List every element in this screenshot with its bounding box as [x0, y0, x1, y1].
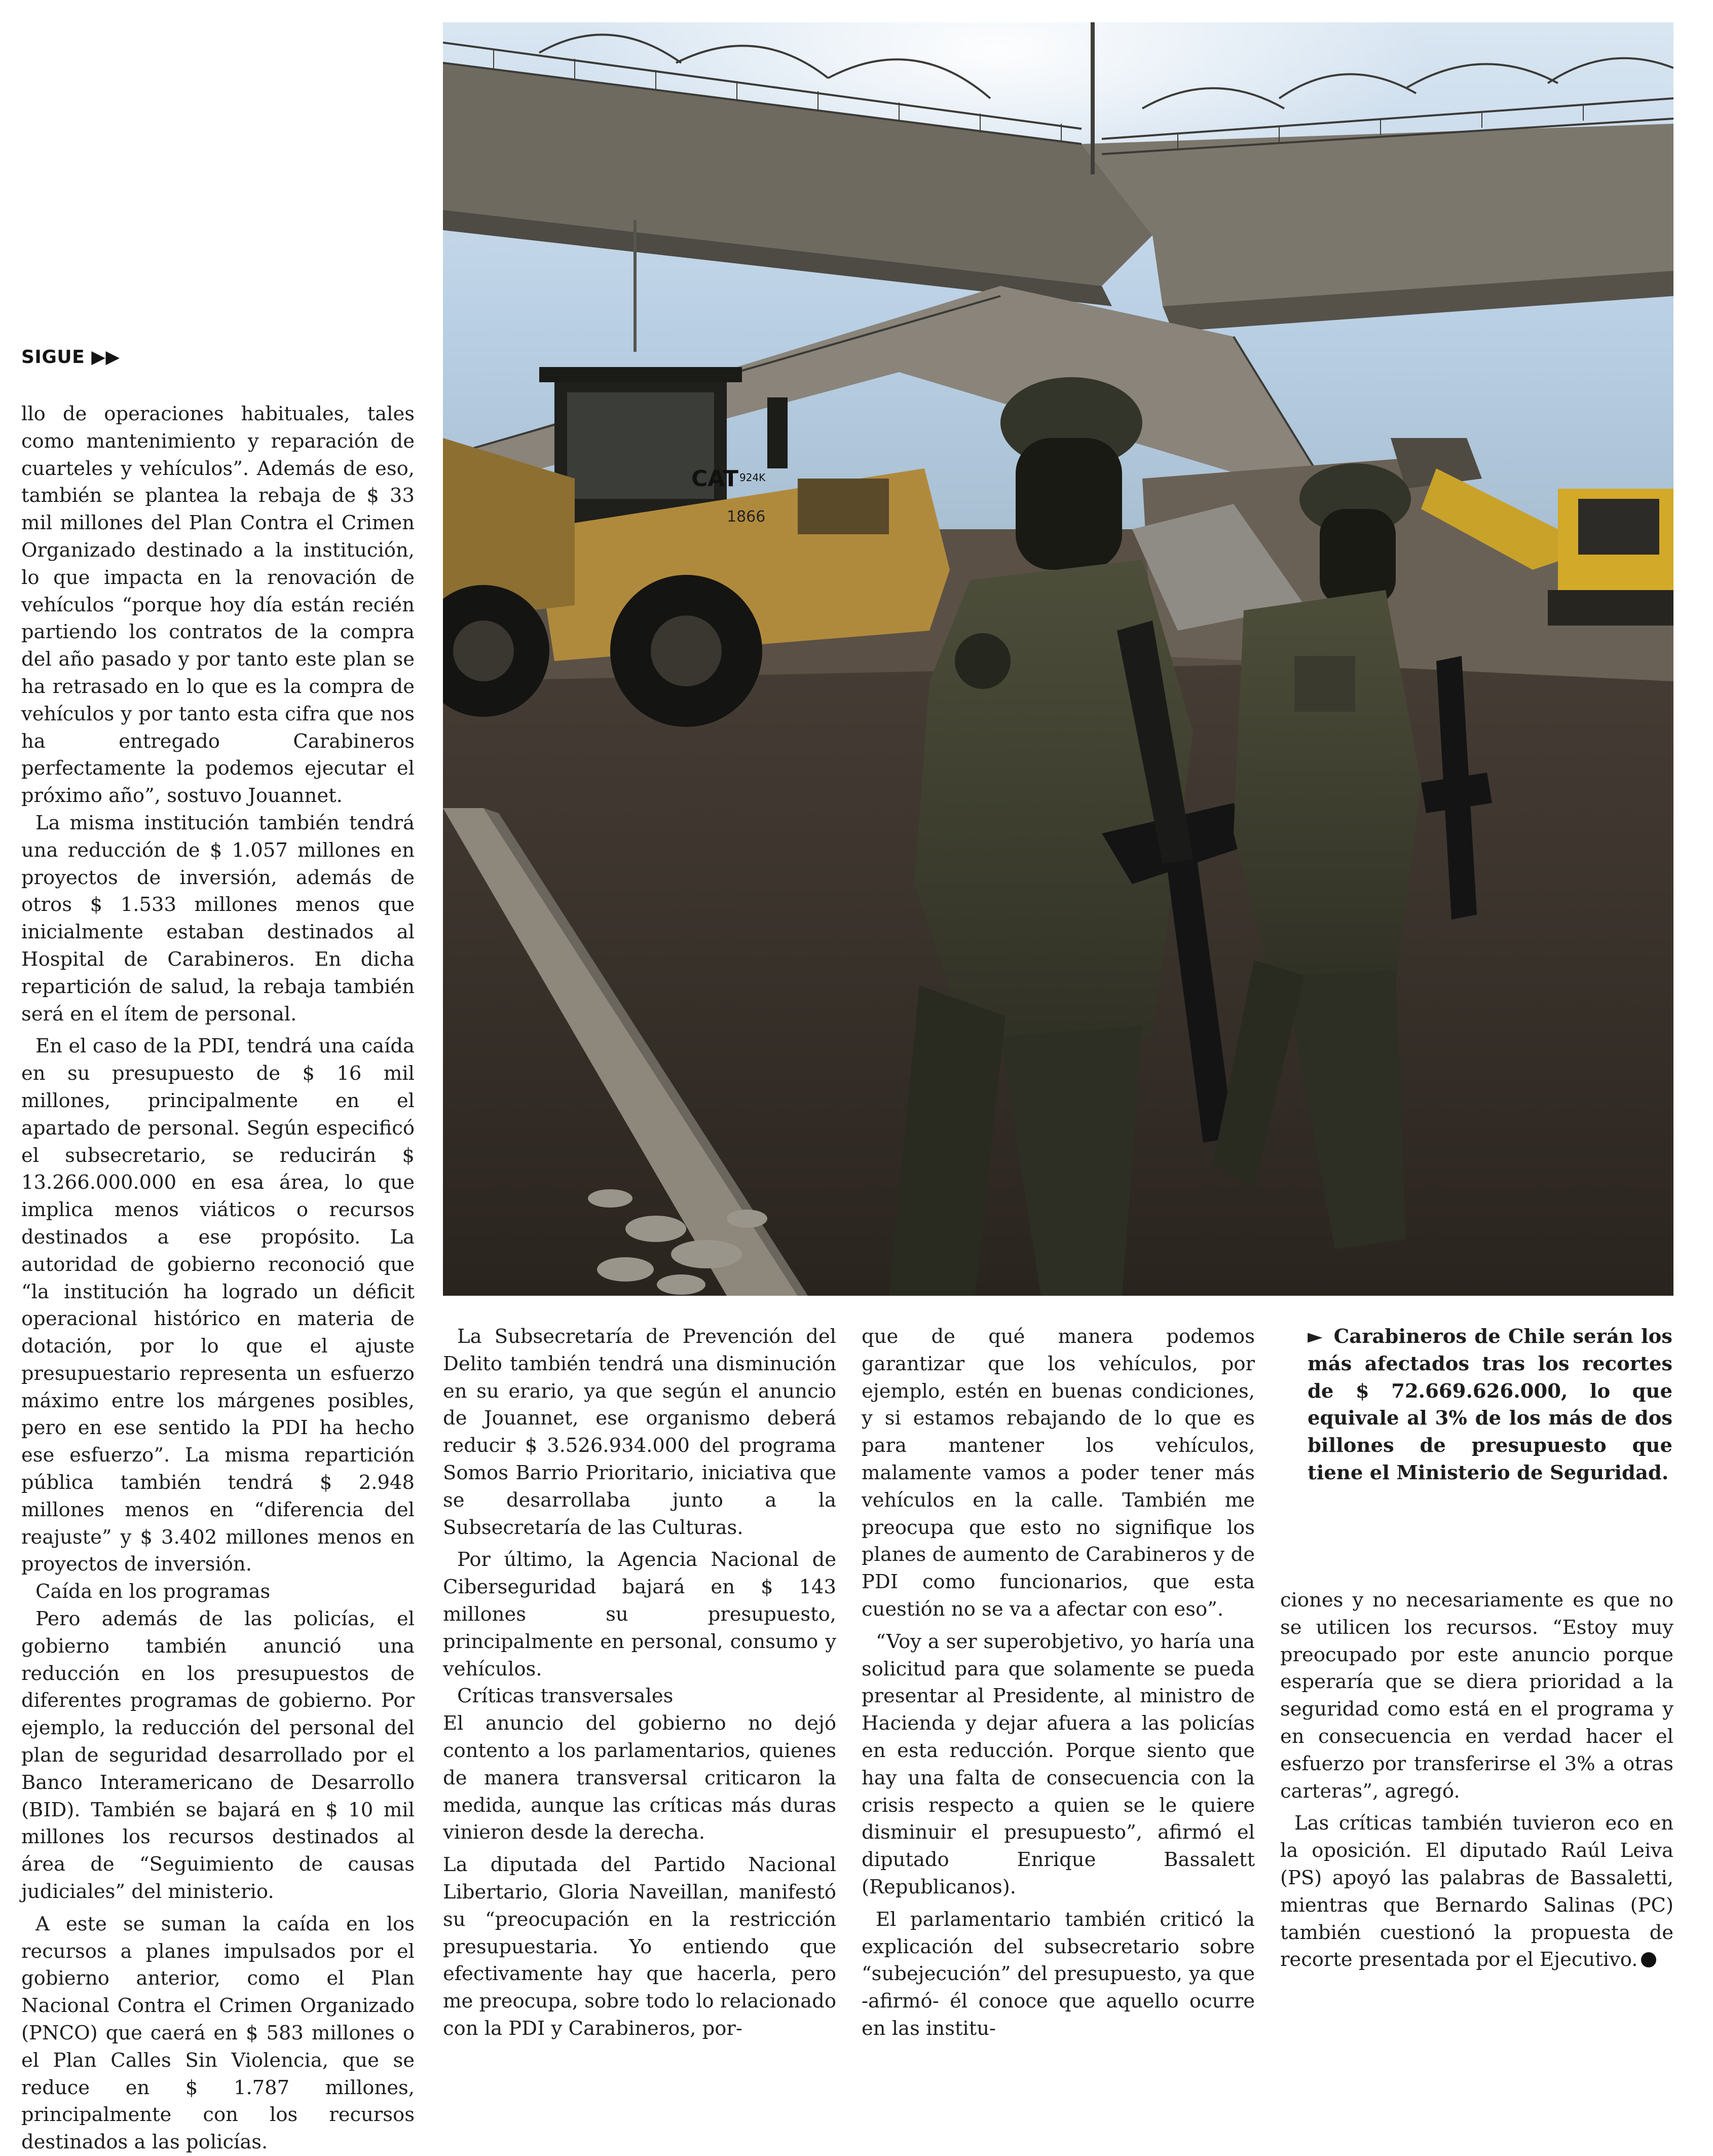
paragraph: llo de operaciones habituales, tales como mantenimiento y reparación de cuarteles y vehículos”. Además de eso, también se plantea la rebaja de $ 33 mil millones del Plan Contra el Crimen Organizado destinado a la institución, lo que impacta en la renovación de vehículos “porque hoy día están recién partiendo los contratos de la compra del año pasado y por tanto este plan se ha retrasado en lo que es la compra de vehículos y por tanto esta cifra que nos ha entregado Carabineros perfectamente la podemos ejecutar el próximo año”, sostuvo Jouannet.	[21, 403, 415, 808]
loader-number-label: 1866	[727, 508, 766, 526]
paragraph-text: Las críticas también tuvieron eco en la oposición. El diputado Raúl Leiva (PS) apoyó las palabras de Bassaletti, mientras que Bernardo Salinas (PC) también cuestionó la propuesta de recorte presentada por el Ejecutivo.	[1280, 1812, 1673, 1971]
caption-text: Carabineros de Chile serán los más afectados tras los recortes de $ 72.669.626.000, lo que equivale al 3% de los más de dos billones de presupuesto que tiene el Ministerio de Seguridad.	[1308, 1325, 1672, 1484]
paragraph: “Voy a ser superobjetivo, yo haría una solicitud para que solamente se pueda presentar al Presidente, al ministro de Hacienda y dejar afuera a las policías en esta reducción. Porque siento que hay una falta de consecuencia con la crisis respecto a quien se le quiere disminuir el presupuesto”, afirmó el diputado Enrique Bassalett (Republicanos).	[862, 1630, 1255, 1898]
article-column-2	[443, 1323, 836, 2042]
subheading: Caída en los programas	[35, 1580, 271, 1603]
article-column-3	[862, 1323, 1255, 2042]
paragraph: La diputada del Partido Nacional Libertario, Gloria Naveillan, manifestó su “preocupación en la restricción presupuestaria. Yo entiendo que efectivamente hay que hacerla, pero me preocupa, sobre todo lo relacionado con la PDI y Carabineros, por-	[443, 1853, 836, 2040]
paragraph: ciones y no necesariamente es que no se utilicen los recursos. “Estoy muy preocupado por este anuncio porque esperaría que se diera prioridad a la seguridad como está en el programa y en consecuencia en verdad hacer el esfuerzo por transferirse el 3% a otras carteras”, agregó.	[1280, 1589, 1673, 1803]
news-photo	[443, 22, 1673, 1296]
paragraph: La Subsecretaría de Prevención del Delito también tendrá una disminución en su erario, ya que según el anuncio de Jouannet, ese organismo deberá reducir $ 3.526.934.000 del programa Somos Barrio Prioritario, iniciativa que se desarrollaba junto a la Subsecretaría de las Culturas.	[443, 1325, 836, 1539]
paragraph: Pero además de las policías, el gobierno también anunció una reducción en los presupuestos de diferentes programas de gobierno. Por ejemplo, la reducción del personal del plan de seguridad desarrollado por el Banco Interamericano de Desarrollo (BID). También se bajará en $ 10 mil millones los recursos destinados al área de “Seguimiento de causas judiciales” del ministerio.	[21, 1607, 415, 1904]
paragraph: En el caso de la PDI, tendrá una caída en su presupuesto de $ 16 mil millones, principalmente en el apartado de personal. Según especificó el subsecretario, se reducirán $ 13.266.000.000 en esa área, lo que implica menos viáticos o recursos destinados a ese propósito. La autoridad de gobierno reconoció que “la institución ha logrado un déficit operacional histórico en materia de dotación, por lo que el ajuste presupuestario representa un esfuerzo máximo entre los márgenes posibles, pero en ese sentido la PDI ha hecho ese esfuerzo”. La misma repartición pública también tendrá $ 2.948 millones menos en “diferencia del reajuste” y $ 3.402 millones menos en proyectos de inversión.	[21, 1035, 415, 1576]
loader-model-label: 924K	[739, 471, 766, 484]
continues-label: SIGUE	[21, 347, 85, 368]
article-column-4	[1280, 1587, 1673, 1974]
paragraph: A este se suman la caída en los recursos a planes impulsados por el gobierno anterior, como el Plan Nacional Contra el Crimen Organizado (PNCO) que caerá en $ 583 millones o el Plan Calles Sin Violencia, que se reduce en $ 1.787 millones, principalmente con los recursos destinados a las policías.	[21, 1912, 415, 2154]
paragraph: La misma institución también tendrá una reducción de $ 1.057 millones en proyectos de inversión, además de otros $ 1.533 millones menos que inicialmente estaban destinados al Hospital de Carabineros. En dicha repartición de salud, la rebaja también será en el ítem de personal.	[21, 811, 415, 1026]
loader-brand-label: CAT	[691, 466, 738, 492]
paragraph: que de qué manera podemos garantizar que los vehículos, por ejemplo, estén en buenas condiciones, y si estamos rebajando de lo que es para mantener los vehículos, malamente vamos a poder tener más vehículos en la calle. También me preocupa que esto no signifique los planes de aumento de Carabineros y de PDI como funcionarios, que esta cuestión no se va a afectar con eso”.	[862, 1325, 1255, 1621]
continues-marker	[21, 347, 120, 368]
paragraph: El parlamentario también criticó la explicación del subsecretario sobre “subejecución” del presupuesto, ya que -afirmó- él conoce que aquello ocurre en las institu-	[862, 1908, 1255, 2040]
photo-illustration	[443, 22, 1673, 1296]
continues-arrows-icon: ▶▶	[91, 347, 120, 368]
paragraph: Por último, la Agencia Nacional de Ciberseguridad bajará en $ 143 millones su presupuesto, principalmente en personal, consumo y vehículos.	[443, 1548, 836, 1680]
photo-caption	[1308, 1323, 1672, 1487]
end-of-article-icon	[1641, 1952, 1656, 1967]
paragraph: El anuncio del gobierno no dejó contento a los parlamentarios, quienes de manera transversal criticaron la medida, aunque las críticas más duras vinieron desde la derecha.	[443, 1712, 836, 1844]
article-column-1	[21, 400, 415, 2156]
subheading: Críticas transversales	[457, 1685, 674, 1708]
caption-arrow-icon: ►	[1308, 1325, 1323, 1348]
paragraph	[1280, 1810, 1673, 1974]
